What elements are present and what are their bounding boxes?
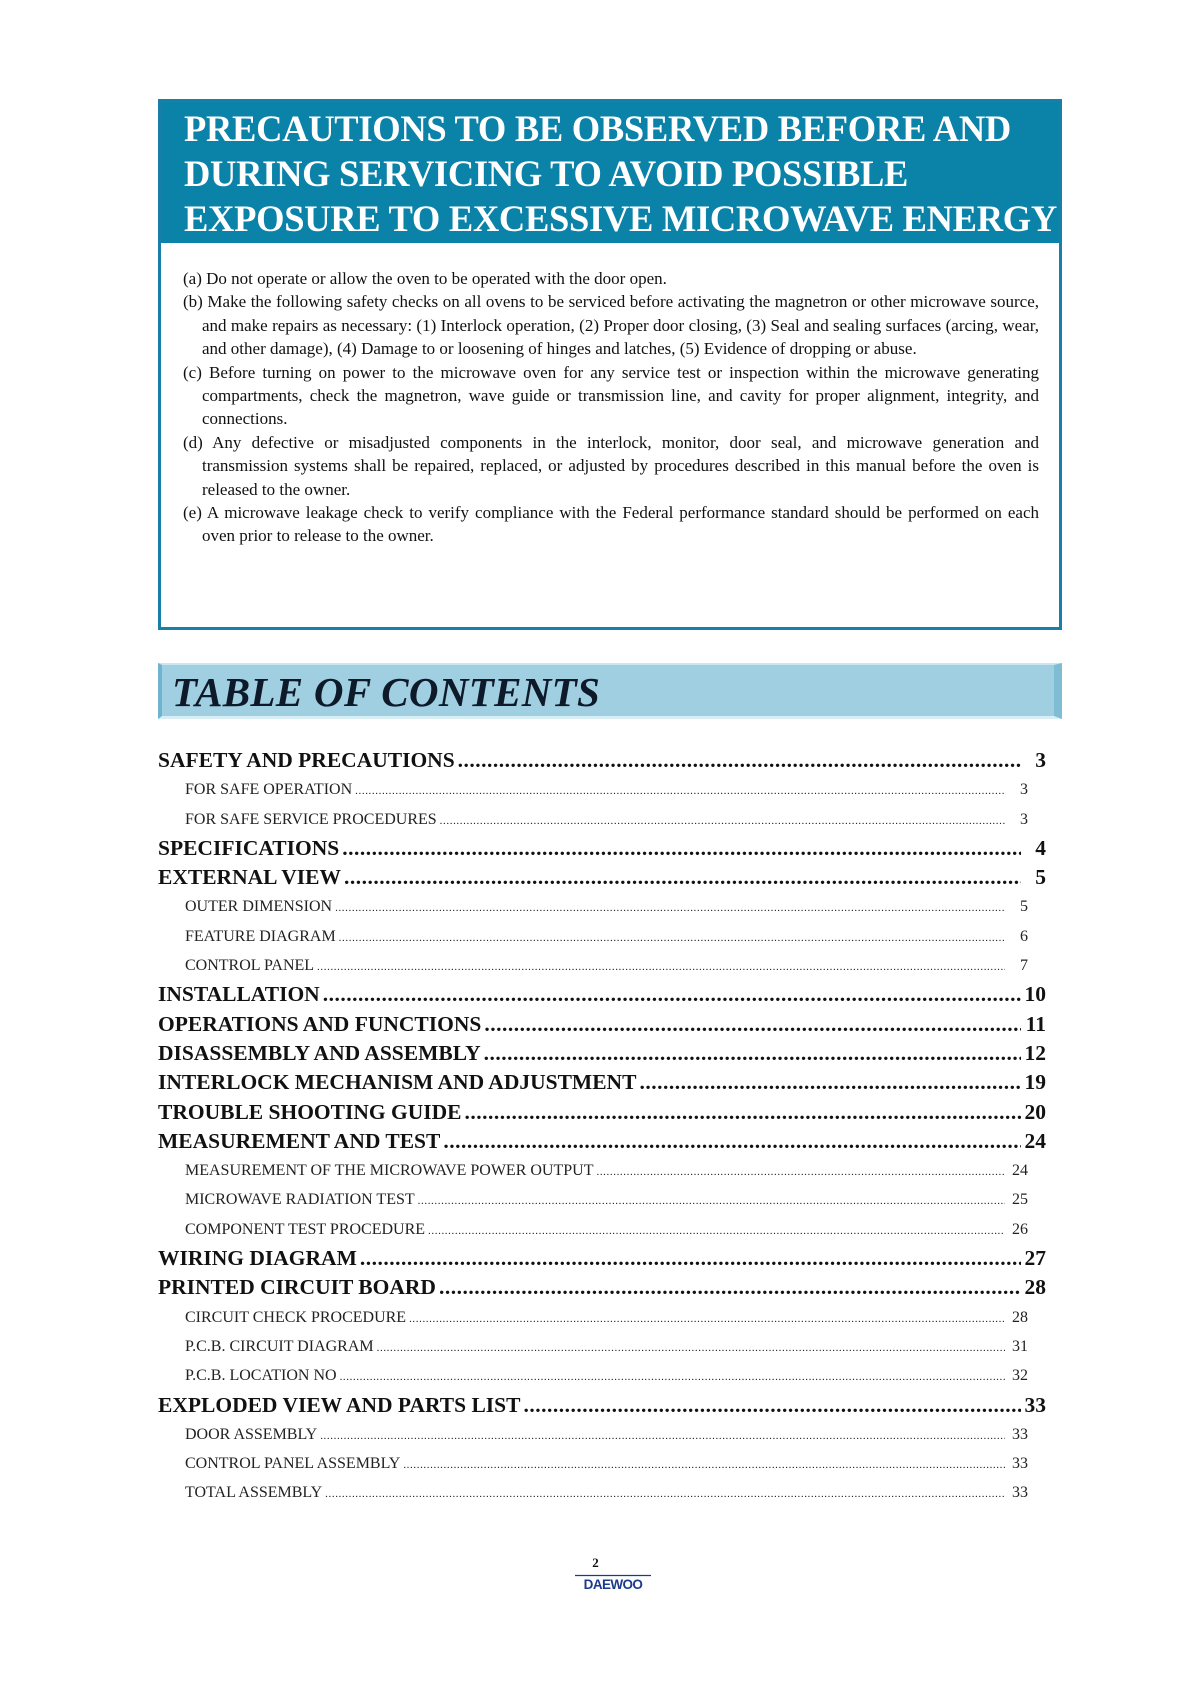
toc-entry-label: P.C.B. CIRCUIT DIAGRAM (185, 1337, 374, 1355)
toc-entry-page: 3 (1020, 810, 1028, 828)
toc-entry-page: 33 (1012, 1455, 1028, 1473)
toc-entry-page: 27 (1024, 1246, 1046, 1271)
toc-entry-label: CIRCUIT CHECK PROCEDURE (185, 1308, 407, 1326)
toc-entry-label: FOR SAFE OPERATION (185, 781, 353, 799)
toc-subentry[interactable] (158, 1478, 1046, 1507)
toc-leader-dots (523, 1391, 1021, 1420)
toc-subentry[interactable] (158, 1185, 1046, 1214)
precautions-header (161, 102, 1059, 243)
toc-entry-page: 24 (1024, 1128, 1046, 1153)
precaution-item-e: (e) A microwave leakage check to verify compliance with the Federal performance standard should be performed on each oven prior to release to the owner. (183, 503, 1039, 546)
toc-entry-page: 33 (1012, 1484, 1028, 1502)
toc-entry-page: 5 (1020, 898, 1028, 916)
toc-leader-dots (464, 1098, 1021, 1127)
toc-entry-page: 3 (1035, 748, 1046, 772)
toc-entry-label: DOOR ASSEMBLY (185, 1425, 318, 1443)
toc-leader-dots (439, 1273, 1021, 1302)
toc-leader-dots (344, 863, 1021, 892)
toc-entry-page: 32 (1012, 1367, 1028, 1385)
toc-entry-label: INSTALLATION (158, 982, 320, 1007)
toc-leader-dots (428, 1217, 1005, 1246)
toc-entry[interactable] (158, 834, 1046, 863)
precaution-item-a: (a) Do not operate or allow the oven to be operated with the door open. (183, 269, 667, 288)
toc-subentry[interactable] (158, 1215, 1046, 1244)
toc-entry-page: 33 (1024, 1392, 1046, 1417)
toc-entry[interactable] (158, 1273, 1046, 1302)
toc-entry[interactable] (158, 1068, 1046, 1097)
toc-leader-dots (335, 894, 1005, 923)
toc-entry-label: CONTROL PANEL (185, 957, 315, 975)
toc-entry-page: 28 (1024, 1275, 1046, 1300)
toc-leader-dots (596, 1158, 1005, 1187)
toc-entry[interactable] (158, 746, 1046, 775)
toc-entry[interactable] (158, 1127, 1046, 1156)
toc-entry-page: 33 (1012, 1425, 1028, 1443)
toc-entry[interactable] (158, 980, 1046, 1009)
toc-leader-dots (323, 980, 1021, 1009)
toc-leader-dots (409, 1305, 1005, 1334)
toc-leader-dots (484, 1010, 1021, 1039)
toc-leader-dots (440, 807, 1005, 836)
toc-leader-dots (458, 746, 1021, 775)
precautions-title-line: PRECAUTIONS TO BE OBSERVED BEFORE AND (184, 108, 1011, 149)
toc-subentry[interactable] (158, 951, 1046, 980)
svg-text:DAEWOO: DAEWOO (583, 1577, 643, 1592)
toc-leader-dots (355, 777, 1005, 806)
toc-subentry[interactable] (158, 775, 1046, 804)
toc-entry-page: 28 (1012, 1308, 1028, 1326)
toc-subentry[interactable] (158, 922, 1046, 951)
toc-subentry[interactable] (158, 1332, 1046, 1361)
toc-entry-label: EXPLODED VIEW AND PARTS LIST (158, 1392, 521, 1417)
toc-leader-dots (320, 1422, 1005, 1451)
toc-entry-page: 10 (1024, 982, 1046, 1007)
toc-entry-label: WIRING DIAGRAM (158, 1246, 357, 1271)
toc-entry-label: CONTROL PANEL ASSEMBLY (185, 1455, 401, 1473)
precautions-box (158, 99, 1062, 630)
toc-entry-label: EXTERNAL VIEW (158, 865, 342, 890)
toc-entry-label: COMPONENT TEST PROCEDURE (185, 1220, 426, 1238)
toc-entry-label: SAFETY AND PRECAUTIONS (158, 748, 455, 772)
toc-leader-dots (639, 1068, 1021, 1097)
toc-leader-dots (317, 953, 1005, 982)
toc-subentry[interactable] (158, 1303, 1046, 1332)
toc-entry[interactable] (158, 1098, 1046, 1127)
toc-entry[interactable] (158, 863, 1046, 892)
precaution-item-b: (b) Make the following safety checks on all ovens to be serviced before activating the magnetron or other microwave source, and make repairs as necessary: (1) Interlock operation, (2) Proper door closing, (3) Seal and sealing surfaces (arcing, wear, and other damage), (4) Damage to or loosening of hinges and latches, (5) Evidence of dropping or abuse. (183, 292, 1039, 359)
toc-leader-dots (325, 1480, 1005, 1509)
toc-entry[interactable] (158, 1039, 1046, 1068)
toc-entry[interactable] (158, 1244, 1046, 1273)
toc-entry-page: 12 (1024, 1040, 1046, 1065)
toc-entry-label: MEASUREMENT AND TEST (158, 1128, 441, 1153)
toc-leader-dots (339, 924, 1005, 953)
toc-entry-page: 26 (1012, 1220, 1028, 1238)
toc-entry-page: 3 (1020, 781, 1028, 799)
toc-subentry[interactable] (158, 1449, 1046, 1478)
page-number: 2 (592, 1555, 599, 1570)
toc-title: TABLE OF CONTENTS (172, 669, 601, 715)
toc-entry-label: INTERLOCK MECHANISM AND ADJUSTMENT (158, 1070, 637, 1095)
toc-entry-label: PRINTED CIRCUIT BOARD (158, 1275, 436, 1300)
toc-entry-page: 20 (1024, 1099, 1046, 1124)
toc-leader-dots (377, 1334, 1005, 1363)
toc-entry-label: P.C.B. LOCATION NO (185, 1367, 337, 1385)
precaution-item-d: (d) Any defective or misadjusted components in the interlock, monitor, door seal, and microwave generation and transmission systems shall be repaired, replaced, or adjusted by procedures described in this manual before the oven is released to the owner. (183, 432, 1039, 499)
toc-entry-label: FEATURE DIAGRAM (185, 927, 336, 945)
toc-entry-label: DISASSEMBLY AND ASSEMBLY (158, 1040, 481, 1065)
toc-entry-label: SPECIFICATIONS (158, 835, 340, 860)
toc-entry-page: 7 (1020, 957, 1028, 975)
toc-entry-page: 6 (1020, 927, 1028, 945)
toc-entry-label: FOR SAFE SERVICE PROCEDURES (185, 810, 437, 828)
toc-entry-label: TROUBLE SHOOTING GUIDE (158, 1099, 462, 1124)
toc-entry-page: 19 (1024, 1070, 1046, 1095)
toc-entry-label: MEASUREMENT OF THE MICROWAVE POWER OUTPUT (185, 1162, 594, 1180)
table-of-contents (158, 746, 1046, 1508)
toc-subentry[interactable] (158, 1361, 1046, 1390)
toc-entry-page: 24 (1012, 1162, 1028, 1180)
toc-leader-dots (403, 1451, 1005, 1480)
toc-entry-label: OPERATIONS AND FUNCTIONS (158, 1011, 482, 1036)
toc-subentry[interactable] (158, 1156, 1046, 1185)
toc-leader-dots (340, 1363, 1005, 1392)
toc-entry-page: 11 (1025, 1011, 1046, 1036)
toc-entry-page: 5 (1035, 865, 1046, 890)
toc-leader-dots (342, 834, 1021, 863)
toc-entry-page: 4 (1035, 835, 1046, 860)
toc-entry-label: TOTAL ASSEMBLY (185, 1484, 323, 1502)
toc-entry-page: 25 (1012, 1191, 1028, 1209)
toc-subentry[interactable] (158, 805, 1046, 834)
toc-subentry[interactable] (158, 892, 1046, 921)
toc-leader-dots (418, 1187, 1005, 1216)
toc-subentry[interactable] (158, 1420, 1046, 1449)
toc-leader-dots (484, 1039, 1021, 1068)
toc-banner (158, 663, 1062, 719)
precautions-title-line: EXPOSURE TO EXCESSIVE MICROWAVE ENERGY (184, 198, 1057, 239)
precaution-item-c: (c) Before turning on power to the microwave oven for any service test or inspection within the microwave generating compartments, check the magnetron, wave guide or transmission line, and cavity for proper alignment, integrity, and connections. (183, 362, 1039, 429)
daewoo-logo (574, 1574, 652, 1592)
toc-entry-page: 31 (1012, 1337, 1028, 1355)
toc-entry-label: OUTER DIMENSION (185, 898, 333, 916)
precautions-title-line: DURING SERVICING TO AVOID POSSIBLE (184, 153, 909, 194)
toc-entry[interactable] (158, 1010, 1046, 1039)
toc-leader-dots (443, 1127, 1021, 1156)
precautions-body (161, 243, 1059, 548)
toc-entry-label: MICROWAVE RADIATION TEST (185, 1191, 415, 1209)
toc-leader-dots (360, 1244, 1021, 1273)
toc-entry[interactable] (158, 1391, 1046, 1420)
